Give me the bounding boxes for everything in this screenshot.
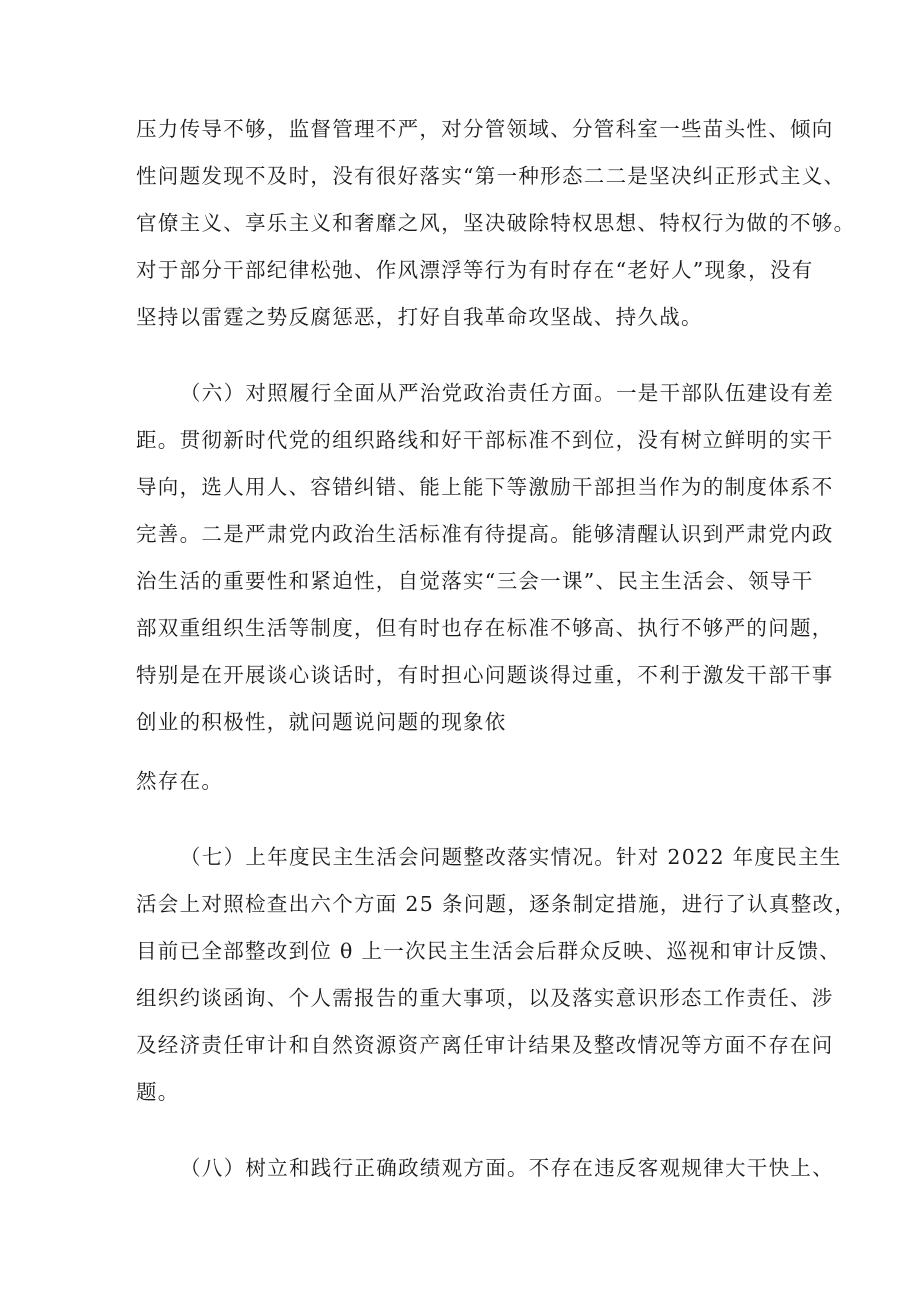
text-line: 活会上对照检查出六个方面 25 条问题，逐条制定措施，进行了认真整改， — [136, 892, 857, 916]
text-line: 对于部分干部纪律松弛、作风漂浮等行为有时存在“老好人”现象，没有 — [136, 258, 814, 282]
text-line: 部双重组织生活等制度，但有时也存在标准不够高、执行不够严的问题， — [136, 616, 834, 640]
text-line: 组织约谈函询、个人需报告的重大事项，以及落实意识形态工作责任、涉 — [136, 986, 834, 1010]
text-line: 目前已全部整改到位 θ 上一次民主生活会后群众反映、巡视和审计反馈、 — [136, 939, 842, 963]
text-line: 完善。二是严肃党内政治生活标准有待提高。能够清醒认识到严肃党内政 — [136, 522, 834, 546]
text-line: 然存在。 — [136, 769, 224, 793]
paragraph-first-line: （八）树立和践行正确政绩观方面。不存在违反客观规律大干快上、 — [180, 1156, 834, 1180]
text-line: 性问题发现不及时，没有很好落实“第一种形态二二是坚决纠正形式主义、 — [136, 164, 846, 188]
text-line: 官僚主义、享乐主义和奢靡之风，坚决破除特权思想、特权行为做的不够。 — [136, 211, 856, 235]
text-line: 题。 — [136, 1080, 180, 1104]
text-line: 特别是在开展谈心谈话时，有时担心问题谈得过重，不利于激发干部干事 — [136, 663, 834, 687]
text-line: 压力传导不够，监督管理不严，对分管领域、分管科室一些苗头性、倾向 — [136, 117, 834, 141]
text-line: 治生活的重要性和紧迫性，自觉落实“三会一课”、民主生活会、领导干 — [136, 569, 814, 593]
text-line: 坚持以雷霆之势反腐惩恶，打好自我革命攻坚战、持久战。 — [136, 305, 703, 329]
paragraph-first-line: （六）对照履行全面从严治党政治责任方面。一是干部队伍建设有差 — [180, 381, 834, 405]
text-line: 导向，选人用人、容错纠错、能上能下等激励干部担当作为的制度体系不 — [136, 475, 834, 499]
text-line: 距。贯彻新时代党的组织路线和好干部标准不到位，没有树立鲜明的实干 — [136, 428, 834, 452]
paragraph-first-line: （七）上年度民主生活会问题整改落实情况。针对 2022 年度民主生 — [180, 845, 842, 869]
text-line: 及经济责任审计和自然资源资产离任审计结果及整改情况等方面不存在问 — [136, 1033, 834, 1057]
text-line: 创业的积极性，就问题说问题的现象依 — [136, 710, 507, 734]
